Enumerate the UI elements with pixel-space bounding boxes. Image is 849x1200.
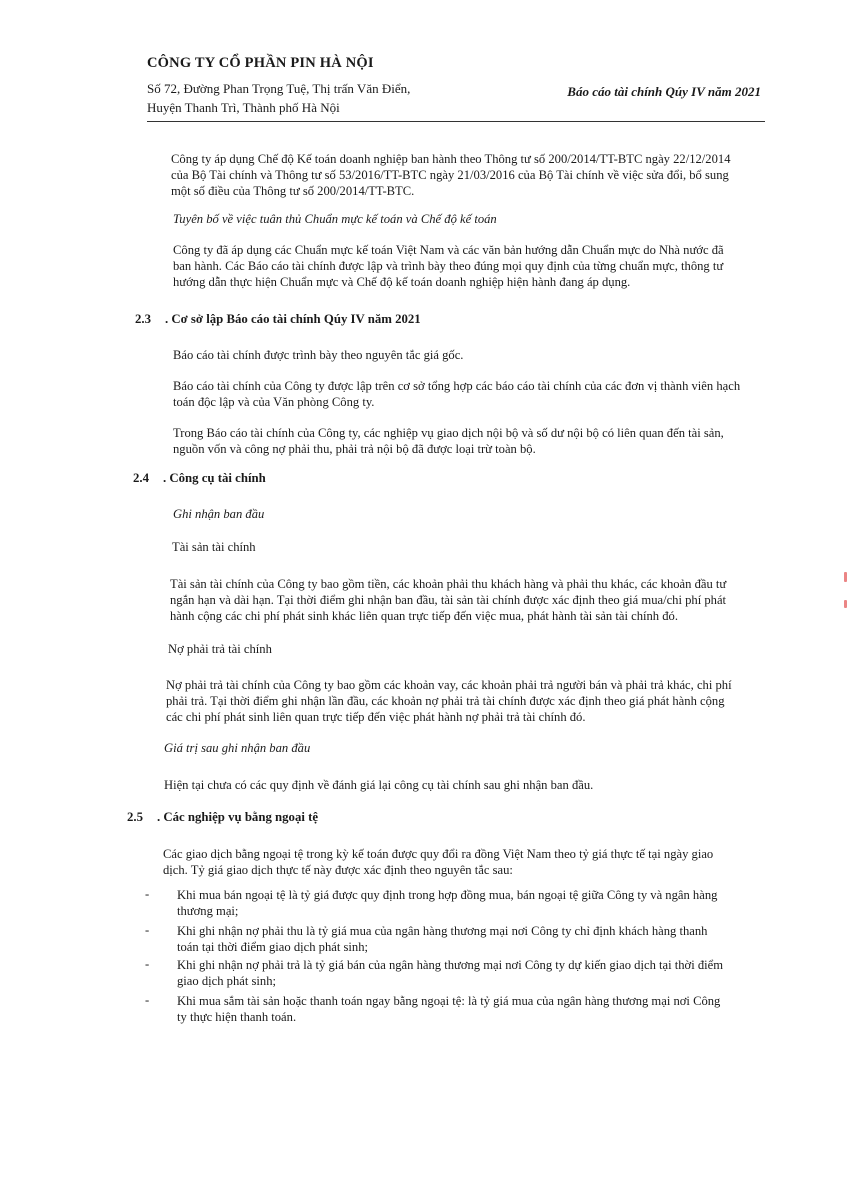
text-line: ngắn hạn và dài hạn. Tại thời điểm ghi nhận ban đầu, tài sản tài chính được xác định theo giá mua/chi phí phát [170,593,727,607]
text-line: Khi ghi nhận nợ phải thu là tỷ giá mua của ngân hàng thương mại nơi Công ty chỉ định khách hàng thanh [177,924,708,938]
financial-assets-heading: Tài sản tài chính [172,540,256,554]
text-line: toán độc lập và của Văn phòng Công ty. [173,395,375,409]
bullet-marker: - [145,957,150,971]
text-line: giao dịch phát sinh; [177,974,276,988]
intro-paragraph-2 [173,242,771,290]
text-line: Trong Báo cáo tài chính của Công ty, các nghiệp vụ giao dịch nội bộ và số dư nội bộ có liên quan đến tài sản, [173,426,724,440]
text-line: ty thực hiện thanh toán. [177,1010,297,1024]
scan-mark [844,600,847,608]
bullet-item [177,923,769,955]
financial-assets-paragraph [170,576,775,624]
section-2-4-heading [133,471,266,486]
financial-liabilities-paragraph [166,677,771,725]
text-line: Công ty áp dụng Chế độ Kế toán doanh nghiệp ban hành theo Thông tư số 200/2014/TT-BTC ngày 22/12/2014 [171,152,731,166]
text-line: hướng dẫn thực hiện Chuẩn mực và Chế độ kế toán doanh nghiệp hiện hành đang áp dụng. [173,275,631,289]
scan-mark [844,572,847,582]
bullet-item [177,887,769,919]
bullet-item [177,993,769,1025]
section-title: . Cơ sở lập Báo cáo tài chính Qúy IV năm 2021 [165,312,421,326]
section-number: 2.4 [133,471,149,485]
text-line: Khi mua bán ngoại tệ là tỷ giá được quy định trong hợp đồng mua, bán ngoại tệ giữa Công ty và ngân hàng [177,888,718,902]
subsequent-measurement-heading: Giá trị sau ghi nhận ban đầu [164,741,311,755]
bullet-marker: - [145,923,150,937]
foreign-currency-paragraph [163,846,770,878]
subsequent-measurement-paragraph: Hiện tại chưa có các quy định về đánh giá lại công cụ tài chính sau ghi nhận ban đầu. [164,778,594,792]
intro-paragraph-1 [171,151,771,199]
header-divider [147,121,765,122]
section-2-3-paragraph-3 [173,425,773,457]
text-line: nguồn vốn và công nợ phải thu, phải trả nội bộ đã được loại trừ toàn bộ. [173,442,536,456]
bullet-marker: - [145,993,150,1007]
section-title: . Các nghiệp vụ bằng ngoại tệ [157,810,319,824]
company-address-line-1: Số 72, Đường Phan Trọng Tuệ, Thị trấn Văn Điển, [147,81,411,96]
text-line: ban hành. Các Báo cáo tài chính được lập và trình bày theo đúng mọi quy định của từng chuẩn mực, thông tư [173,259,724,273]
section-title: . Công cụ tài chính [163,471,266,485]
financial-liabilities-heading: Nợ phải trả tài chính [168,642,272,656]
section-2-3-paragraph-1: Báo cáo tài chính được trình bày theo nguyên tắc giá gốc. [173,348,464,362]
section-2-3-heading [135,312,421,327]
text-line: Tài sản tài chính của Công ty bao gồm tiền, các khoản phải thu khách hàng và phải thu khác, các khoản đầu tư [170,577,727,591]
company-name: CÔNG TY CỔ PHẦN PIN HÀ NỘI [147,55,374,71]
text-line: Khi mua sắm tài sản hoặc thanh toán ngay bằng ngoại tệ: là tỷ giá mua của ngân hàng thương mại nơi Công [177,994,721,1008]
bullet-item [177,957,771,989]
text-line: Nợ phải trả tài chính của Công ty bao gồm các khoản vay, các khoản phải trả người bán và phải trả khác, chi phí [166,678,732,692]
section-number: 2.3 [135,312,151,326]
compliance-heading: Tuyên bố về việc tuân thủ Chuẩn mực kế toán và Chế độ kế toán [173,212,497,226]
text-line: Khi ghi nhận nợ phải trả là tỷ giá bán của ngân hàng thương mại nơi Công ty dự kiến giao dịch tại thời điểm [177,958,724,972]
text-line: của Bộ Tài chính và Thông tư số 53/2016/TT-BTC ngày 21/03/2016 của Bộ Tài chính về việc sửa đổi, bổ sung [171,168,729,182]
text-line: Các giao dịch bằng ngoại tệ trong kỳ kế toán được quy đổi ra đồng Việt Nam theo tỷ giá thực tế tại ngày giao [163,847,714,861]
text-line: thương mại; [177,904,239,918]
initial-recognition-heading: Ghi nhận ban đầu [173,507,265,521]
section-2-5-heading [127,810,318,825]
bullet-marker: - [145,887,150,901]
text-line: Công ty đã áp dụng các Chuẩn mực kế toán Việt Nam và các văn bản hướng dẫn Chuẩn mực do Nhà nước đã [173,243,724,257]
text-line: toán tại thời điểm giao dịch phát sinh; [177,940,368,954]
text-line: hành cộng các chi phí phát sinh khác liên quan trực tiếp đến việc mua, phát hành tài sản tài chính đó. [170,609,678,623]
text-line: dịch. Tỷ giá giao dịch thực tế này được xác định theo nguyên tắc sau: [163,863,513,877]
company-address-line-2: Huyện Thanh Trì, Thành phố Hà Nội [147,100,340,115]
text-line: Báo cáo tài chính của Công ty được lập trên cơ sở tổng hợp các báo cáo tài chính của các đơn vị thành viên hạch [173,379,741,393]
report-title: Báo cáo tài chính Qúy IV năm 2021 [567,84,761,99]
text-line: các chi phí phát sinh liên quan trực tiếp đến việc phát hành nợ phải trả tài chính đó. [166,710,586,724]
text-line: phải trả. Tại thời điểm ghi nhận lần đầu, các khoản nợ phải trả tài chính được xác định theo giá phát hành cộng [166,694,725,708]
text-line: một số điều của Thông tư số 200/2014/TT-BTC. [171,184,415,198]
section-number: 2.5 [127,810,143,824]
section-2-3-paragraph-2 [173,378,778,410]
